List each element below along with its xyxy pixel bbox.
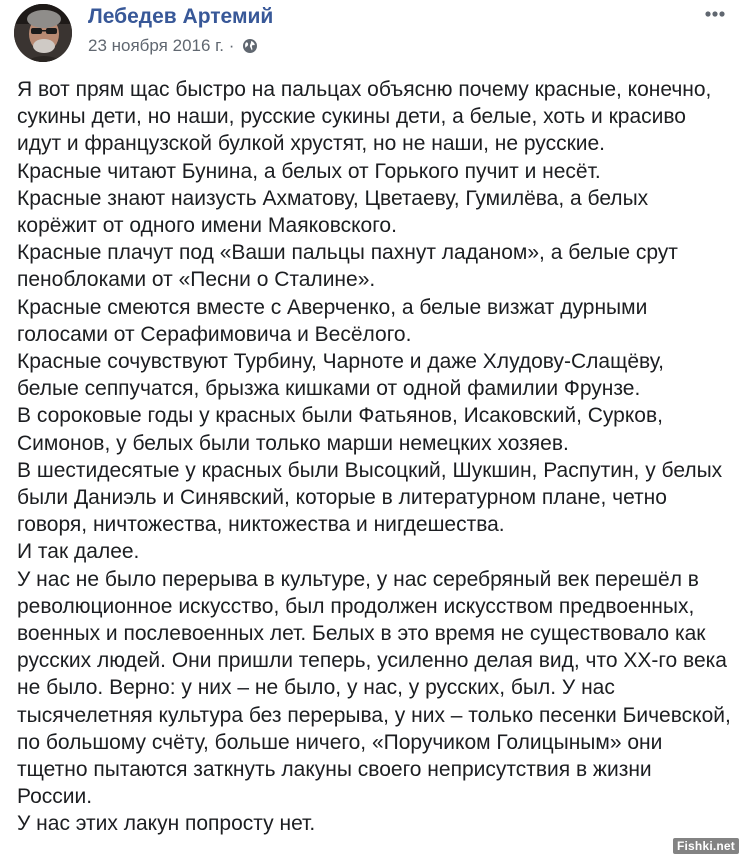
post-header [14,0,734,64]
post-line: белые сеппучатся, брызжа кишками от одной фамилии Фрунзе. [17,377,641,401]
post-line: были Даниэль и Синявский, которые в литературном плане, четно [17,486,667,510]
post-line: по большому счёту, больше ничего, «Поручиком Голицыным» они [17,730,663,754]
post-line: не было. Верно: у них – не было, у нас, у русских, был. У нас [17,676,615,700]
post-line: тысячелетняя культура без перерыва, у них – только песенки Бичевской, [17,703,731,727]
post-line: И так далее. [17,540,140,564]
post-line: говоря, ничтожества, никтожества и нигдешества. [17,513,505,537]
post-line: Красные читают Бунина, а белых от Горького пучит и несёт. [17,159,601,183]
post-line: Красные плачут под «Ваши пальцы пахнут ладаном», а белые срут [17,241,678,265]
author-name[interactable]: Лебедев Артемий [88,5,274,28]
post-line: В шестидесятые у красных были Высоцкий, Шукшин, Распутин, у белых [17,458,723,482]
post-date[interactable]: 23 ноября 2016 г. · [88,36,235,55]
post-line: России. [17,785,93,809]
post-line: В сороковые годы у красных были Фатьянов, Исаковский, Сурков, [17,404,663,428]
globe-icon [242,38,258,54]
post-line: У нас не было перерыва в культуре, у нас серебряный век перешёл в [17,567,699,591]
post-line: Я вот прям щас быстро на пальцах объясню почему красные, конечно, [17,78,712,101]
post-line: Симонов, у белых были только марши немецких хозяев. [17,431,569,455]
post-meta [88,36,258,56]
avatar[interactable] [14,4,72,62]
post-line: Красные знают наизусть Ахматову, Цветаеву, Гумилёва, а белых [17,186,649,210]
post-line: У нас этих лакун попросту нет. [17,812,316,836]
watermark: Fishki.net [673,838,739,854]
post-text [17,76,737,838]
post-line: русских людей. Они пришли теперь, усиленно делая вид, что XX-го века [17,649,727,673]
post-line: корёжит от одного имени Маяковского. [17,214,397,238]
post-line: военных и послевоенных лет. Белых в это время не существовало как [17,622,706,646]
post-line: сукины дети, но наши, русские сукины дети, а белые, хоть и красиво [17,105,686,129]
post-line: пеноблоками от «Песни о Сталине». [17,268,376,292]
post-line: голосами от Серафимовича и Весёлого. [17,322,412,346]
post-line: тщетно пытаются заткнуть лакуны своего неприсутствия в жизни [17,758,652,782]
post-line: Красные сочувствуют Турбину, Чарноте и даже Хлудову-Слащёву, [17,350,664,374]
post-line: идут и французской булкой хрустят, но не наши, не русские. [17,132,605,156]
post-line: революционное искусство, был продолжен искусством предвоенных, [17,594,695,618]
more-options-icon[interactable] [704,6,726,22]
avatar-image [14,4,72,62]
post-line: Красные смеются вместе с Аверченко, а белые визжат дурными [17,295,648,319]
